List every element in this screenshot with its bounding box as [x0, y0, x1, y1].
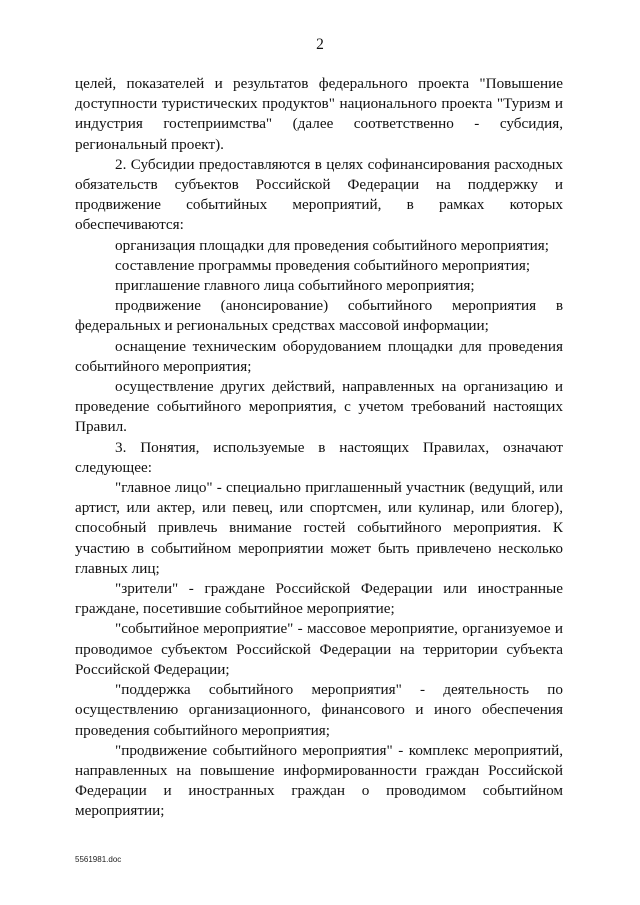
paragraph: целей, показателей и результатов федерального проекта "Повышение доступности туристических продуктов" национального проекта "Туризм и индустрия гостеприимства" (далее соответственно - субсидия, региональный проект). [75, 75, 563, 153]
document-footer: 5561981.doc [75, 855, 122, 864]
paragraph: 2. Субсидии предоставляются в целях софинансирования расходных обязательств субъектов Российской Федерации на поддержку и продвижение событийных мероприятий, в рамках которых обеспечиваются: [75, 155, 563, 234]
paragraph: "зрители" - граждане Российской Федерации или иностранные граждане, посетившие событийное мероприятие; [75, 580, 563, 618]
paragraph: оснащение техническим оборудованием площадки для проведения событийного мероприятия; [75, 337, 563, 375]
paragraph: "поддержка событийного мероприятия" - деятельность по осуществлению организационного, финансового и иного обеспечения проведения событийного мероприятия; [75, 681, 563, 739]
paragraph: приглашение главного лица событийного мероприятия; [115, 277, 475, 295]
paragraph: составление программы проведения событийного мероприятия; [115, 256, 531, 274]
paragraph: "главное лицо" - специально приглашенный участник (ведущий, или артист, или актер, или певец, или спортсмен, или кулинар, или блогер), способный привлечь внимание гостей событийного мероприятия. К участию в событийном мероприятии может быть привлечено несколько главных лиц; [75, 479, 563, 577]
paragraph: 3. Понятия, используемые в настоящих Правилах, означают следующее: [75, 438, 563, 476]
paragraph: "продвижение событийного мероприятия" - комплекс мероприятий, направленных на повышение информированности граждан Российской Федерации и иностранных граждан о проводимом событийном мероприятии; [75, 741, 563, 820]
page-number: 2 [316, 36, 324, 53]
paragraph: продвижение (анонсирование) событийного мероприятия в федеральных и региональных средствах массовой информации; [75, 297, 563, 335]
paragraph: организация площадки для проведения событийного мероприятия; [115, 236, 549, 254]
paragraph: "событийное мероприятие" - массовое мероприятие, организуемое и проводимое субъектом Российской Федерации на территории субъекта Российской Федерации; [75, 620, 563, 678]
document-body [75, 74, 563, 822]
paragraph: осуществление других действий, направленных на организацию и проведение событийного мероприятия, с учетом требований настоящих Правил. [75, 378, 563, 436]
